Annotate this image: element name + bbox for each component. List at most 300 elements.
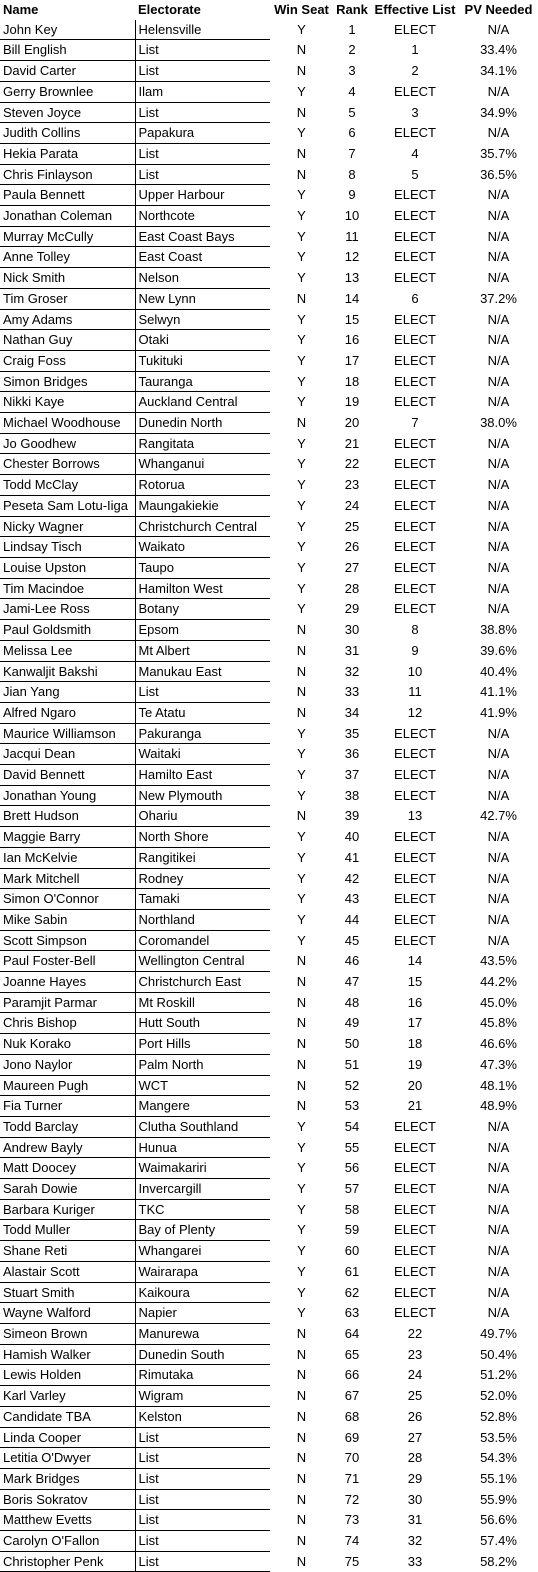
rank-cell: 24 (344, 497, 360, 513)
win-seat-cell: Y (297, 1243, 306, 1259)
table-row (0, 330, 538, 351)
electorate-cell: Dunedin North (135, 413, 270, 434)
pv-needed-cell: 34.9% (480, 104, 517, 120)
electorate-cell: List (135, 1427, 270, 1448)
effective-list-cell: ELECT (394, 725, 436, 741)
pv-needed-cell: 38.8% (480, 622, 517, 638)
pv-needed-cell: N/A (487, 849, 510, 865)
electorate-cell: Christchurch East (135, 972, 270, 993)
win-seat-cell: Y (297, 1201, 306, 1217)
table-row (0, 1406, 538, 1427)
win-seat-cell: N (296, 1450, 307, 1466)
effective-list-cell: 32 (407, 1533, 423, 1549)
effective-list-cell: ELECT (394, 187, 436, 203)
table-row (0, 164, 538, 185)
name-cell: Jono Naylor (0, 1054, 135, 1075)
rank-cell: 41 (344, 849, 360, 865)
table-row (0, 81, 538, 102)
table-row (0, 578, 538, 599)
name-cell: Jami-Lee Ross (0, 599, 135, 620)
name-cell: Sarah Dowie (0, 1179, 135, 1200)
electorate-cell: Invercargill (135, 1179, 270, 1200)
table-row (0, 951, 538, 972)
win-seat-cell: Y (297, 849, 306, 865)
table-row (0, 1282, 538, 1303)
table-row (0, 1303, 538, 1324)
pv-needed-cell: 48.1% (480, 1077, 517, 1093)
win-seat-cell: N (296, 1429, 307, 1445)
pv-needed-cell: N/A (487, 1284, 510, 1300)
pv-needed-cell: N/A (487, 497, 510, 513)
pv-needed-cell: 44.2% (480, 974, 517, 990)
win-seat-cell: Y (297, 767, 306, 783)
pv-needed-cell: 41.9% (480, 704, 517, 720)
electorate-cell: East Coast Bays (135, 226, 270, 247)
name-cell: Bill English (0, 40, 135, 61)
effective-list-cell: 10 (407, 663, 423, 679)
table-row (0, 226, 538, 247)
effective-list-cell: 22 (407, 1326, 423, 1341)
effective-list-cell: 31 (407, 1512, 423, 1528)
effective-list-cell: ELECT (394, 1222, 436, 1238)
table-row (0, 1510, 538, 1531)
table-row (0, 1137, 538, 1158)
rank-cell: 37 (344, 767, 360, 783)
pv-needed-cell: N/A (487, 456, 510, 472)
pv-needed-cell: N/A (487, 767, 510, 783)
effective-list-cell: 21 (407, 1098, 423, 1114)
win-seat-cell: Y (297, 746, 306, 762)
name-cell: Nathan Guy (0, 330, 135, 351)
pv-needed-cell: N/A (487, 477, 510, 493)
pv-needed-cell: 57.4% (480, 1533, 517, 1549)
table-row (0, 1551, 538, 1572)
electorate-cell: Mangere (135, 1096, 270, 1117)
win-seat-cell: Y (297, 601, 306, 617)
name-cell: Jonathan Young (0, 785, 135, 806)
win-seat-cell: Y (297, 208, 306, 224)
table-row (0, 1096, 538, 1117)
name-cell: Todd Barclay (0, 1116, 135, 1137)
rank-cell: 70 (344, 1450, 360, 1466)
electorate-cell: List (135, 1531, 270, 1552)
pv-needed-cell: N/A (487, 932, 510, 948)
rank-cell: 6 (348, 125, 356, 141)
rank-cell: 31 (344, 642, 360, 658)
pv-needed-cell: N/A (487, 1222, 510, 1238)
rank-cell: 8 (348, 166, 356, 182)
effective-list-cell: 25 (407, 1388, 423, 1404)
win-seat-cell: Y (297, 270, 306, 286)
rank-cell: 9 (348, 187, 356, 203)
table-row (0, 1013, 538, 1034)
electorate-cell: Mt Roskill (135, 992, 270, 1013)
electorate-cell: List (135, 1551, 270, 1572)
electorate-cell: Port Hills (135, 1034, 270, 1055)
name-cell: Fia Turner (0, 1096, 135, 1117)
win-seat-cell: Y (297, 725, 306, 741)
win-seat-cell: N (296, 622, 307, 638)
pv-needed-cell: N/A (487, 1201, 510, 1217)
name-cell: Tim Groser (0, 288, 135, 309)
name-cell: Brett Hudson (0, 806, 135, 827)
effective-list-cell: ELECT (394, 208, 436, 224)
win-seat-cell: Y (297, 829, 306, 845)
electorate-cell: List (135, 1510, 270, 1531)
effective-list-cell: ELECT (394, 891, 436, 907)
effective-list-cell: ELECT (394, 829, 436, 845)
pv-needed-cell: N/A (487, 187, 510, 203)
effective-list-cell: 2 (411, 63, 419, 79)
effective-list-cell: ELECT (394, 332, 436, 348)
pv-needed-cell: 34.1% (480, 63, 517, 79)
table-row (0, 1116, 538, 1137)
table-row (0, 268, 538, 289)
effective-list-cell: ELECT (394, 911, 436, 927)
effective-list-cell: ELECT (394, 435, 436, 451)
win-seat-cell: Y (297, 580, 306, 596)
effective-list-cell: 1 (411, 42, 419, 58)
win-seat-cell: Y (297, 228, 306, 244)
electorate-cell: Pakuranga (135, 723, 270, 744)
pv-needed-cell: 50.4% (480, 1346, 517, 1362)
table-row (0, 661, 538, 682)
electorate-cell: Manurewa (135, 1324, 270, 1345)
table-row (0, 744, 538, 765)
rank-cell: 74 (344, 1533, 360, 1549)
pv-needed-cell: N/A (487, 394, 510, 410)
rank-cell: 26 (344, 539, 360, 555)
electorate-cell: Hutt South (135, 1013, 270, 1034)
name-cell: Maurice Williamson (0, 723, 135, 744)
effective-list-cell: ELECT (394, 1118, 436, 1134)
electorate-cell: Helensville (135, 20, 270, 40)
electorate-cell: Botany (135, 599, 270, 620)
effective-list-cell: 5 (411, 166, 419, 182)
electorate-cell: Napier (135, 1303, 270, 1324)
pv-needed-cell: N/A (487, 435, 510, 451)
pv-needed-cell: N/A (487, 1305, 510, 1321)
name-cell: Carolyn O'Fallon (0, 1531, 135, 1552)
effective-list-cell: ELECT (394, 1181, 436, 1197)
table-row (0, 123, 538, 144)
name-cell: Craig Foss (0, 350, 135, 371)
rank-cell: 38 (344, 787, 360, 803)
rank-cell: 72 (344, 1491, 360, 1507)
rank-cell: 11 (345, 228, 359, 244)
rank-cell: 30 (344, 622, 360, 638)
electorate-cell: North Shore (135, 827, 270, 848)
table-row (0, 1054, 538, 1075)
pv-needed-cell: N/A (487, 746, 510, 762)
table-row (0, 765, 538, 786)
table-row (0, 1365, 538, 1386)
name-cell: Simon Bridges (0, 371, 135, 392)
table-row (0, 247, 538, 268)
table-row (0, 1034, 538, 1055)
name-cell: Chester Borrows (0, 454, 135, 475)
name-cell: Nick Smith (0, 268, 135, 289)
table-row (0, 1241, 538, 1262)
rank-cell: 71 (344, 1470, 360, 1486)
pv-needed-cell: N/A (487, 228, 510, 244)
effective-list-cell: 15 (407, 974, 423, 990)
table-row (0, 537, 538, 558)
name-cell: Mark Bridges (0, 1468, 135, 1489)
rank-cell: 49 (344, 1015, 360, 1031)
name-cell: Barbara Kuriger (0, 1199, 135, 1220)
effective-list-cell: 13 (407, 808, 423, 824)
effective-list-cell: ELECT (394, 1305, 436, 1321)
win-seat-cell: N (296, 145, 307, 161)
effective-list-cell: ELECT (394, 746, 436, 762)
table-row (0, 1448, 538, 1469)
pv-needed-cell: 40.4% (480, 663, 517, 679)
effective-list-cell: ELECT (394, 1160, 436, 1176)
header-rank: Rank (336, 2, 368, 17)
win-seat-cell: N (296, 1015, 307, 1031)
pv-needed-cell: N/A (487, 1139, 510, 1155)
name-cell: Lewis Holden (0, 1365, 135, 1386)
win-seat-cell: N (296, 1367, 307, 1383)
win-seat-cell: N (296, 1056, 307, 1072)
win-seat-cell: N (296, 1388, 307, 1404)
electorate-cell: Tauranga (135, 371, 270, 392)
name-cell: Melissa Lee (0, 640, 135, 661)
rank-cell: 23 (344, 477, 360, 493)
effective-list-cell: ELECT (394, 249, 436, 265)
table-row (0, 1531, 538, 1552)
effective-list-cell: ELECT (394, 497, 436, 513)
electorate-cell: List (135, 682, 270, 703)
header-win-seat: Win Seat (274, 2, 329, 17)
rank-cell: 64 (344, 1326, 360, 1341)
rank-cell: 25 (344, 518, 360, 534)
electorate-cell: Rangitikei (135, 847, 270, 868)
effective-list-cell: ELECT (394, 228, 436, 244)
name-cell: David Carter (0, 61, 135, 82)
rank-cell: 61 (344, 1263, 360, 1279)
name-cell: Nikki Kaye (0, 392, 135, 413)
electorate-cell: List (135, 61, 270, 82)
pv-needed-cell: N/A (487, 21, 510, 37)
rank-cell: 53 (344, 1098, 360, 1114)
electorate-cell: Whangarei (135, 1241, 270, 1262)
header-row (0, 0, 538, 20)
name-cell: Paula Bennett (0, 185, 135, 206)
effective-list-cell: ELECT (394, 373, 436, 389)
effective-list-cell: 4 (411, 145, 419, 161)
effective-list-cell: 26 (407, 1408, 423, 1424)
name-cell: Steven Joyce (0, 102, 135, 123)
electorate-cell: East Coast (135, 247, 270, 268)
rank-cell: 12 (344, 249, 360, 265)
pv-needed-cell: N/A (487, 311, 510, 327)
rank-cell: 65 (344, 1346, 360, 1362)
effective-list-cell: ELECT (394, 477, 436, 493)
table-row (0, 909, 538, 930)
pv-needed-cell: N/A (487, 870, 510, 886)
pv-needed-cell: N/A (487, 539, 510, 555)
electorate-cell: TKC (135, 1199, 270, 1220)
name-cell: Simon O'Connor (0, 889, 135, 910)
effective-list-cell: 19 (407, 1056, 423, 1072)
rank-cell: 10 (344, 208, 360, 224)
rank-cell: 55 (344, 1139, 360, 1155)
table-row (0, 868, 538, 889)
rank-cell: 73 (344, 1512, 360, 1528)
name-cell: Paul Goldsmith (0, 620, 135, 641)
rank-cell: 36 (344, 746, 360, 762)
table-row (0, 433, 538, 454)
effective-list-cell: ELECT (394, 125, 436, 141)
win-seat-cell: N (296, 1346, 307, 1362)
effective-list-cell: ELECT (394, 539, 436, 555)
table-row (0, 806, 538, 827)
effective-list-cell: 17 (407, 1015, 423, 1031)
electorate-cell: Auckland Central (135, 392, 270, 413)
electorate-cell: Waikato (135, 537, 270, 558)
effective-list-cell: 18 (407, 1036, 423, 1052)
electorate-cell: Dunedin South (135, 1344, 270, 1365)
rank-cell: 20 (344, 415, 360, 431)
win-seat-cell: Y (297, 1139, 306, 1155)
effective-list-cell: ELECT (394, 456, 436, 472)
table-row (0, 102, 538, 123)
rank-cell: 57 (344, 1181, 360, 1197)
effective-list-cell: 28 (407, 1450, 423, 1466)
pv-needed-cell: N/A (487, 580, 510, 596)
name-cell: Kanwaljit Bakshi (0, 661, 135, 682)
pv-needed-cell: N/A (487, 1160, 510, 1176)
table-row (0, 723, 538, 744)
table-row (0, 371, 538, 392)
electorate-cell: Mt Albert (135, 640, 270, 661)
win-seat-cell: Y (297, 891, 306, 907)
electorate-cell: WCT (135, 1075, 270, 1096)
electorate-cell: Epsom (135, 620, 270, 641)
name-cell: Todd Muller (0, 1220, 135, 1241)
effective-list-cell: 16 (407, 994, 423, 1010)
table-row (0, 1179, 538, 1200)
effective-list-cell: ELECT (394, 1139, 436, 1155)
table-row (0, 682, 538, 703)
rank-cell: 62 (344, 1284, 360, 1300)
electorate-cell: Bay of Plenty (135, 1220, 270, 1241)
table-row (0, 392, 538, 413)
name-cell: Linda Cooper (0, 1427, 135, 1448)
win-seat-cell: Y (297, 870, 306, 886)
name-cell: Chris Bishop (0, 1013, 135, 1034)
rank-cell: 4 (348, 83, 356, 99)
electorate-cell: Tukituki (135, 350, 270, 371)
rank-cell: 45 (344, 932, 360, 948)
electorate-cell: Coromandel (135, 930, 270, 951)
win-seat-cell: Y (297, 787, 306, 803)
table-row (0, 1324, 538, 1345)
electorate-cell: List (135, 1489, 270, 1510)
pv-needed-cell: 54.3% (480, 1450, 517, 1466)
rank-cell: 35 (344, 725, 360, 741)
table-row (0, 1386, 538, 1407)
electorate-cell: Rangitata (135, 433, 270, 454)
win-seat-cell: Y (297, 394, 306, 410)
pv-needed-cell: N/A (487, 601, 510, 617)
pv-needed-cell: 41.1% (480, 684, 517, 700)
table-row (0, 827, 538, 848)
effective-list-cell: ELECT (394, 352, 436, 368)
table-row (0, 185, 538, 206)
pv-needed-cell: 45.8% (480, 1015, 517, 1031)
table-row (0, 143, 538, 164)
effective-list-cell: 9 (411, 642, 419, 658)
win-seat-cell: Y (297, 1284, 306, 1300)
electorate-cell: List (135, 40, 270, 61)
name-cell: Andrew Bayly (0, 1137, 135, 1158)
pv-needed-cell: N/A (487, 518, 510, 534)
pv-needed-cell: 51.2% (480, 1367, 517, 1383)
electorate-cell: Whanganui (135, 454, 270, 475)
effective-list-cell: ELECT (394, 932, 436, 948)
win-seat-cell: Y (297, 435, 306, 451)
pv-needed-cell: 58.2% (480, 1553, 517, 1569)
rank-cell: 39 (344, 808, 360, 824)
effective-list-cell: ELECT (394, 311, 436, 327)
effective-list-cell: 14 (407, 953, 423, 969)
win-seat-cell: Y (297, 187, 306, 203)
rank-cell: 58 (344, 1201, 360, 1217)
pv-needed-cell: 37.2% (480, 290, 517, 306)
pv-needed-cell: 35.7% (480, 145, 517, 161)
rank-cell: 7 (348, 145, 356, 161)
win-seat-cell: N (296, 63, 307, 79)
electorate-cell: Kelston (135, 1406, 270, 1427)
name-cell: Nuk Korako (0, 1034, 135, 1055)
win-seat-cell: Y (297, 1181, 306, 1197)
name-cell: Jo Goodhew (0, 433, 135, 454)
name-cell: Candidate TBA (0, 1406, 135, 1427)
electorate-cell: Christchurch Central (135, 516, 270, 537)
electorate-cell: New Lynn (135, 288, 270, 309)
rank-cell: 29 (344, 601, 360, 617)
rank-cell: 1 (348, 21, 356, 37)
table-row (0, 454, 538, 475)
rank-cell: 69 (344, 1429, 360, 1445)
pv-needed-cell: 33.4% (480, 42, 517, 58)
rank-cell: 48 (344, 994, 360, 1010)
name-cell: Matthew Evetts (0, 1510, 135, 1531)
win-seat-cell: Y (297, 1263, 306, 1279)
electorate-cell: List (135, 143, 270, 164)
name-cell: Anne Tolley (0, 247, 135, 268)
table-row (0, 1344, 538, 1365)
name-cell: Wayne Walford (0, 1303, 135, 1324)
effective-list-cell: 30 (407, 1491, 423, 1507)
rank-cell: 22 (344, 456, 360, 472)
electorate-cell: Ohariu (135, 806, 270, 827)
win-seat-cell: Y (297, 311, 306, 327)
effective-list-cell: 27 (407, 1429, 423, 1445)
rank-cell: 42 (344, 870, 360, 886)
electorate-cell: Waitaki (135, 744, 270, 765)
electorate-cell: Rotorua (135, 475, 270, 496)
name-cell: Mike Sabin (0, 909, 135, 930)
electorate-cell: List (135, 164, 270, 185)
rank-cell: 19 (344, 394, 360, 410)
pv-needed-cell: N/A (487, 559, 510, 575)
table-row (0, 992, 538, 1013)
win-seat-cell: N (296, 1036, 307, 1052)
